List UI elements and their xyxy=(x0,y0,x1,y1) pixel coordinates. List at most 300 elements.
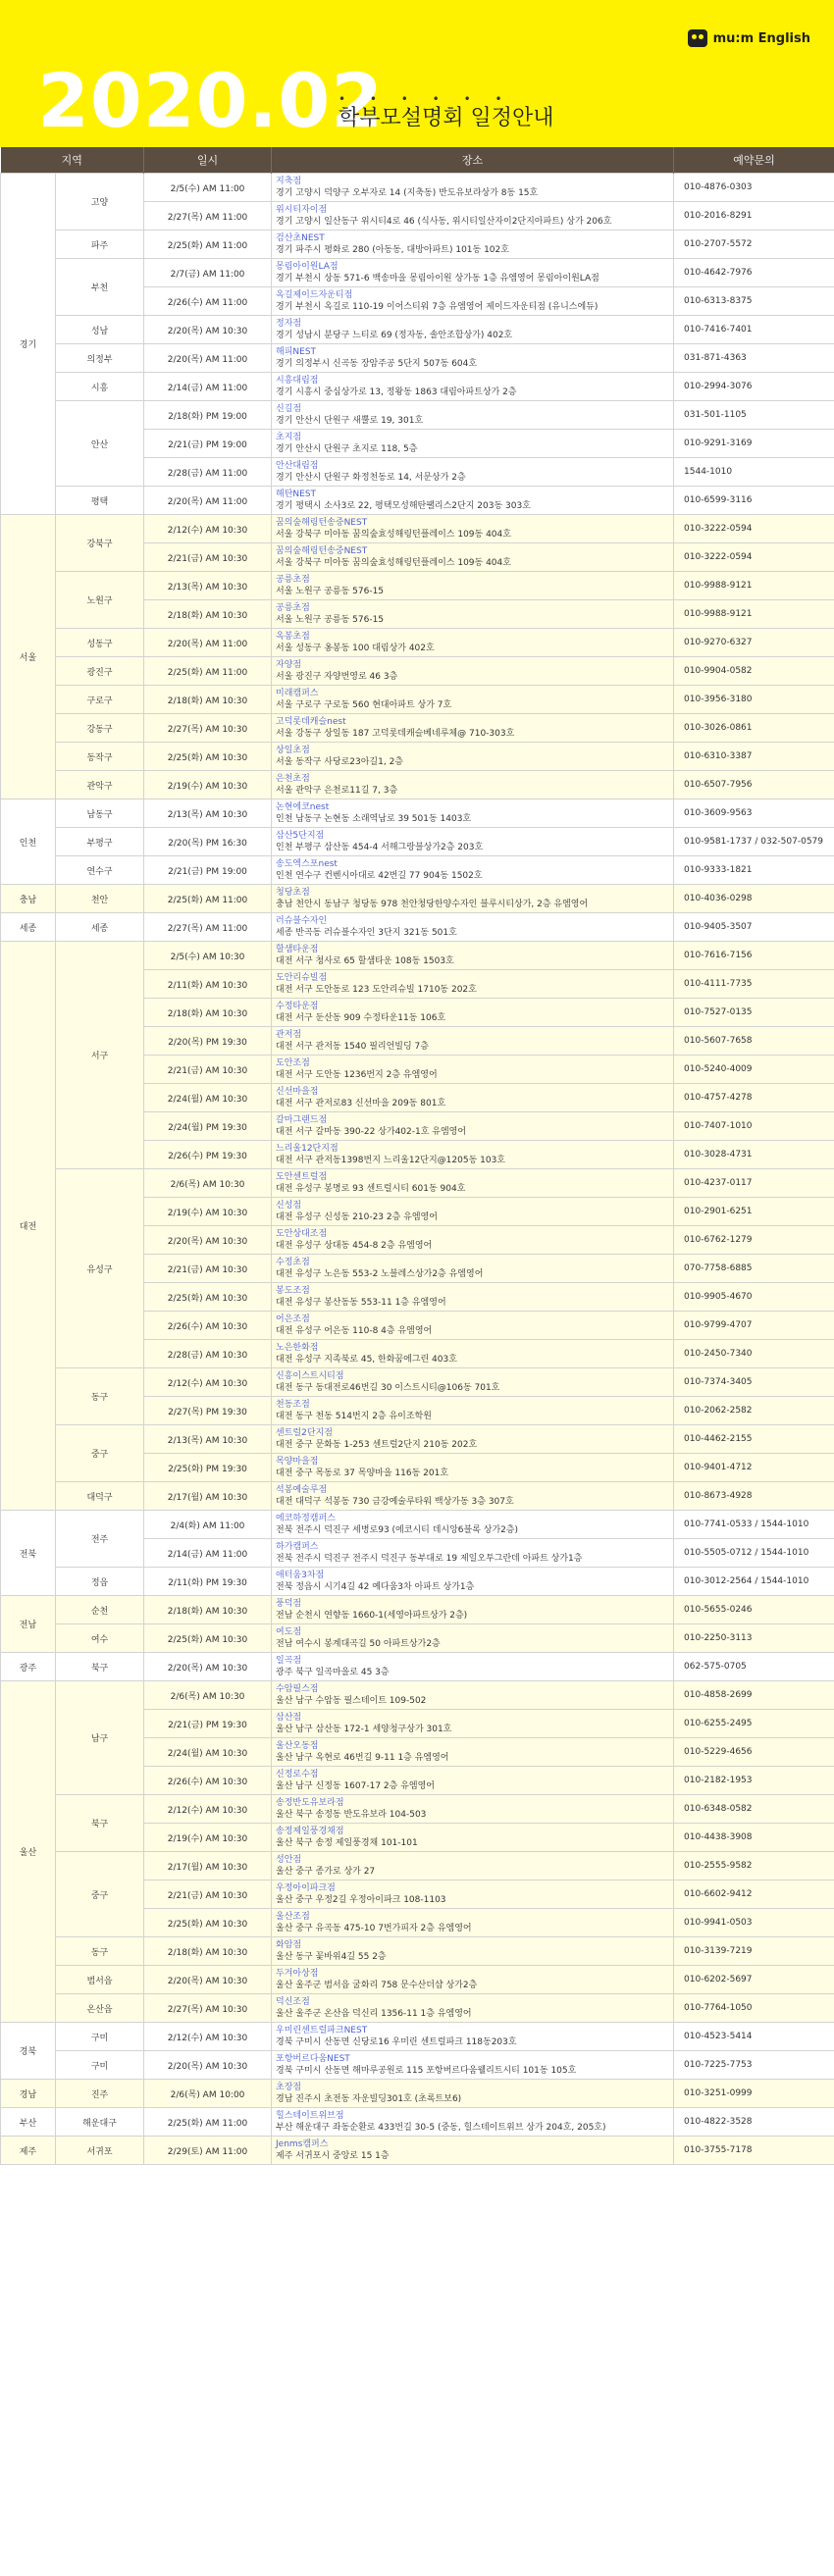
phone-cell: 010-3956-3180 xyxy=(674,686,834,714)
phone-cell: 010-4111-7735 xyxy=(674,970,834,999)
datetime-cell: 2/26(수) AM 10:30 xyxy=(144,1312,272,1340)
branch-address: 대전 서구 둔산동 909 수정타운11동 106호 xyxy=(276,1013,446,1023)
branch-address: 대전 유성구 신성동 210-23 2층 유엠영어 xyxy=(276,1212,438,1222)
branch-name-link[interactable]: 애터움3차점 xyxy=(276,1571,325,1580)
district-cell: 중구 xyxy=(56,1425,144,1482)
location-cell xyxy=(272,2023,674,2051)
branch-address: 광주 북구 일곡마을로 45 3층 xyxy=(276,1668,390,1677)
location-cell xyxy=(272,1710,674,1738)
datetime-cell: 2/19(수) AM 10:30 xyxy=(144,1824,272,1852)
phone-cell: 010-2555-9582 xyxy=(674,1852,834,1880)
datetime-cell: 2/29(토) AM 11:00 xyxy=(144,2137,272,2165)
branch-address: 경기 안산시 단원구 새뿔로 19, 301호 xyxy=(276,416,424,426)
location-cell xyxy=(272,1226,674,1255)
datetime-cell: 2/13(목) AM 10:30 xyxy=(144,572,272,600)
location-cell xyxy=(272,202,674,231)
phone-cell: 010-3139-7219 xyxy=(674,1937,834,1966)
phone-cell: 010-2707-5572 xyxy=(674,231,834,259)
branch-name-link[interactable]: 공릉초점 xyxy=(276,603,310,613)
branch-name-link[interactable]: 신선마을점 xyxy=(276,1087,319,1097)
district-cell: 안산 xyxy=(56,401,144,487)
branch-name-link[interactable]: 우미린센트럴파크NEST xyxy=(276,2026,368,2035)
location-cell xyxy=(272,1994,674,2023)
datetime-cell: 2/18(화) AM 10:30 xyxy=(144,1937,272,1966)
phone-cell: 010-7616-7156 xyxy=(674,942,834,970)
location-cell xyxy=(272,430,674,458)
table-row xyxy=(1,771,834,799)
phone-cell: 010-3026-0861 xyxy=(674,714,834,743)
phone-cell: 031-871-4363 xyxy=(674,344,834,373)
branch-name-link[interactable]: 천동조점 xyxy=(276,1400,310,1410)
table-row xyxy=(1,942,834,970)
location-cell xyxy=(272,231,674,259)
region-cell: 경북 xyxy=(1,2023,56,2080)
branch-name-link[interactable]: 옥봉초점 xyxy=(276,632,310,642)
branch-address: 대전 서구 도안동 1236번지 2층 유엠영어 xyxy=(276,1070,438,1080)
branch-name-link[interactable]: 자양점 xyxy=(276,660,302,670)
table-row xyxy=(1,856,834,885)
location-cell xyxy=(272,828,674,856)
phone-cell: 010-5505-0712 / 1544-1010 xyxy=(674,1539,834,1568)
location-cell xyxy=(272,1255,674,1283)
location-cell xyxy=(272,856,674,885)
district-cell: 의정부 xyxy=(56,344,144,373)
branch-address: 대전 중구 목동로 37 목양마을 116동 201호 xyxy=(276,1468,449,1478)
branch-name-link[interactable]: 덕신조점 xyxy=(276,1997,310,2007)
branch-address: 전남 여수시 봉계대곡길 50 아파트상가2층 xyxy=(276,1639,441,1649)
district-cell: 부평구 xyxy=(56,828,144,856)
datetime-cell: 2/17(월) AM 10:30 xyxy=(144,1482,272,1511)
datetime-cell: 2/6(목) AM 10:00 xyxy=(144,2080,272,2108)
branch-address: 경북 구미시 산동면 해마루공원로 115 포항버르다움웰리트시티 101동 105호 xyxy=(276,2066,577,2076)
datetime-cell: 2/20(목) AM 10:30 xyxy=(144,2051,272,2080)
branch-name-link[interactable]: 센트럴2단지점 xyxy=(276,1428,333,1438)
branch-name-link[interactable]: 정자점 xyxy=(276,319,302,329)
branch-name-link[interactable]: 힐스테이트위브점 xyxy=(276,2111,344,2121)
branch-name-link[interactable]: 러슈블수자인 xyxy=(276,916,328,926)
location-cell xyxy=(272,543,674,572)
branch-name-link[interactable]: 몽림아이원LA점 xyxy=(276,262,339,272)
phone-cell: 010-9291-3169 xyxy=(674,430,834,458)
branch-name-link[interactable]: 신정로수점 xyxy=(276,1770,319,1779)
datetime-cell: 2/20(목) AM 11:00 xyxy=(144,344,272,373)
table-row xyxy=(1,373,834,401)
location-cell xyxy=(272,1027,674,1056)
phone-cell: 010-6348-0582 xyxy=(674,1795,834,1824)
location-cell xyxy=(272,2051,674,2080)
table-row xyxy=(1,2137,834,2165)
table-row xyxy=(1,1653,834,1681)
branch-name-link[interactable]: 송정제일풍경채점 xyxy=(276,1827,344,1836)
branch-address: 울산 북구 송정동 반도유보라 104-503 xyxy=(276,1810,427,1820)
datetime-cell: 2/24(월) PM 19:30 xyxy=(144,1112,272,1141)
branch-name-link[interactable]: 송정반도유보라점 xyxy=(276,1798,344,1808)
page-header xyxy=(0,0,834,147)
location-cell xyxy=(272,487,674,515)
branch-name-link[interactable]: 울산오동점 xyxy=(276,1741,319,1751)
branch-address: 서울 강북구 미아동 꿈의숲효성해링턴플레이스 109동 404호 xyxy=(276,558,511,568)
branch-name-link[interactable]: 신길점 xyxy=(276,404,302,414)
branch-address: 울산 남구 삼산동 172-1 세양청구상가 301호 xyxy=(276,1725,452,1734)
branch-address: 대전 대덕구 석봉동 730 금강예술루타워 백상가동 3층 307호 xyxy=(276,1497,514,1507)
datetime-cell: 2/18(화) AM 10:30 xyxy=(144,686,272,714)
branch-name-link[interactable]: 우정아이파크점 xyxy=(276,1883,336,1893)
branch-name-link[interactable]: 송도엑스포nest xyxy=(276,859,338,869)
district-cell: 해운대구 xyxy=(56,2108,144,2137)
branch-name-link[interactable]: 초지점 xyxy=(276,433,302,442)
datetime-cell: 2/13(목) AM 10:30 xyxy=(144,799,272,828)
column-header-reservation: 예약문의 xyxy=(674,147,834,174)
branch-name-link[interactable]: 도안센트럴점 xyxy=(276,1172,328,1182)
branch-address: 울산 중구 우정2길 우정아이파크 108-1103 xyxy=(276,1895,446,1905)
table-row xyxy=(1,657,834,686)
phone-cell: 010-4642-7976 xyxy=(674,259,834,287)
phone-cell: 010-4237-0117 xyxy=(674,1169,834,1198)
table-row xyxy=(1,686,834,714)
location-cell xyxy=(272,373,674,401)
phone-cell: 010-9988-9121 xyxy=(674,600,834,629)
district-cell: 평택 xyxy=(56,487,144,515)
district-cell: 관악구 xyxy=(56,771,144,799)
branch-name-link[interactable]: 수정초점 xyxy=(276,1258,310,1267)
phone-cell: 010-9401-4712 xyxy=(674,1454,834,1482)
branch-address: 서울 노원구 공릉동 576-15 xyxy=(276,587,385,596)
datetime-cell: 2/27(목) AM 11:00 xyxy=(144,202,272,231)
table-row xyxy=(1,629,834,657)
branch-name-link[interactable]: 수암필스점 xyxy=(276,1684,319,1694)
phone-cell: 010-5655-0246 xyxy=(674,1596,834,1624)
datetime-cell: 2/28(금) AM 11:00 xyxy=(144,458,272,487)
district-cell: 서귀포 xyxy=(56,2137,144,2165)
branch-name-link[interactable]: 도안조점 xyxy=(276,1058,310,1068)
phone-cell: 010-9333-1821 xyxy=(674,856,834,885)
location-cell xyxy=(272,999,674,1027)
branch-name-link[interactable]: 해탄NEST xyxy=(276,489,317,499)
branch-address: 울산 남구 수암동 필스테이트 109-502 xyxy=(276,1696,427,1706)
datetime-cell: 2/25(화) AM 11:00 xyxy=(144,231,272,259)
branch-name-link[interactable]: 삼산점 xyxy=(276,1713,302,1723)
brand-logo[interactable] xyxy=(688,29,810,47)
phone-cell: 010-3222-0594 xyxy=(674,515,834,543)
branch-name-link[interactable]: 봉도조점 xyxy=(276,1286,310,1296)
phone-cell: 010-6310-3387 xyxy=(674,743,834,771)
district-cell: 연수구 xyxy=(56,856,144,885)
district-cell: 시흥 xyxy=(56,373,144,401)
region-cell: 대전 xyxy=(1,942,56,1511)
branch-address: 울산 울주군 범서읍 굴화리 758 문수산더샵 상가2층 xyxy=(276,1981,478,1990)
branch-name-link[interactable]: 갈마그랜드점 xyxy=(276,1115,328,1125)
datetime-cell: 2/21(금) AM 10:30 xyxy=(144,1056,272,1084)
branch-address: 경기 파주시 평화로 280 (아동동, 대방아파트) 101동 102호 xyxy=(276,245,509,255)
datetime-cell: 2/26(수) AM 10:30 xyxy=(144,1767,272,1795)
branch-address: 인천 남동구 논현동 소래역남로 39 501동 1403호 xyxy=(276,814,472,824)
datetime-cell: 2/19(수) AM 10:30 xyxy=(144,1198,272,1226)
region-cell: 광주 xyxy=(1,1653,56,1681)
branch-address: 대전 유성구 봉산동동 553-11 1층 유엠영어 xyxy=(276,1298,446,1308)
branch-address: 울산 남구 옥현로 46번길 9-11 1층 유엠영어 xyxy=(276,1753,449,1763)
branch-address: 서울 관악구 은천로11길 7, 3층 xyxy=(276,786,398,796)
datetime-cell: 2/4(화) AM 11:00 xyxy=(144,1511,272,1539)
location-cell xyxy=(272,1909,674,1937)
datetime-cell: 2/28(금) AM 10:30 xyxy=(144,1340,272,1368)
datetime-cell: 2/21(금) AM 10:30 xyxy=(144,1880,272,1909)
location-cell xyxy=(272,714,674,743)
district-cell: 구로구 xyxy=(56,686,144,714)
district-cell: 구미 xyxy=(56,2023,144,2051)
branch-name-link[interactable]: 두겨아상점 xyxy=(276,1969,319,1979)
table-row xyxy=(1,799,834,828)
branch-name-link[interactable]: Jenms캠퍼스 xyxy=(276,2139,329,2149)
location-cell xyxy=(272,1397,674,1425)
branch-address: 대전 서구 도안동로 123 도안리슈빌 1710동 202호 xyxy=(276,985,477,995)
location-cell xyxy=(272,1852,674,1880)
region-cell: 경기 xyxy=(1,174,56,515)
branch-name-link[interactable]: 미래캠퍼스 xyxy=(276,689,319,698)
table-row xyxy=(1,913,834,942)
location-cell xyxy=(272,1596,674,1624)
branch-name-link[interactable]: 고덕롯데캐슬nest xyxy=(276,717,346,727)
phone-cell: 010-5240-4009 xyxy=(674,1056,834,1084)
table-row xyxy=(1,1994,834,2023)
datetime-cell: 2/25(화) AM 10:30 xyxy=(144,1283,272,1312)
branch-name-link[interactable]: 옥길제이드자운티점 xyxy=(276,290,353,300)
location-cell xyxy=(272,316,674,344)
branch-name-link[interactable]: 도안상대조점 xyxy=(276,1229,328,1239)
district-cell: 남동구 xyxy=(56,799,144,828)
datetime-cell: 2/13(목) AM 10:30 xyxy=(144,1425,272,1454)
branch-name-link[interactable]: 도안리슈빌점 xyxy=(276,973,328,983)
datetime-cell: 2/25(화) AM 10:30 xyxy=(144,1624,272,1653)
phone-cell: 010-9904-0582 xyxy=(674,657,834,686)
district-cell: 남구 xyxy=(56,1681,144,1795)
datetime-cell: 2/11(화) AM 10:30 xyxy=(144,970,272,999)
branch-name-link[interactable]: 꿈의숲해링턴송중NEST xyxy=(276,546,368,556)
location-cell xyxy=(272,657,674,686)
region-cell: 인천 xyxy=(1,799,56,885)
branch-name-link[interactable]: 할샘타운점 xyxy=(276,945,319,954)
branch-name-link[interactable]: 신흥이스트시티점 xyxy=(276,1371,344,1381)
branch-address: 대전 서구 관저동 1540 필리언빌딩 7층 xyxy=(276,1042,429,1052)
location-cell xyxy=(272,1880,674,1909)
district-cell: 성남 xyxy=(56,316,144,344)
location-cell xyxy=(272,970,674,999)
phone-cell: 010-4757-4278 xyxy=(674,1084,834,1112)
district-cell: 북구 xyxy=(56,1653,144,1681)
branch-address: 충남 천안시 동남구 청당동 978 천안청당한양수자인 블루시티상가, 2층 유엠영어 xyxy=(276,900,589,909)
table-row xyxy=(1,1966,834,1994)
branch-name-link[interactable]: 시흥대림점 xyxy=(276,376,319,386)
branch-name-link[interactable]: 논현에코nest xyxy=(276,802,330,812)
district-cell: 성동구 xyxy=(56,629,144,657)
branch-address: 경기 평택시 소사3로 22, 평택모성해탄팰리스2단지 203동 303호 xyxy=(276,501,531,511)
datetime-cell: 2/18(화) AM 10:30 xyxy=(144,1596,272,1624)
region-cell: 울산 xyxy=(1,1681,56,2023)
branch-name-link[interactable]: 수정타운점 xyxy=(276,1002,319,1011)
phone-cell: 031-501-1105 xyxy=(674,401,834,430)
location-cell xyxy=(272,1056,674,1084)
branch-address: 경기 시흥시 중심상가로 13, 정왕동 1863 대림아파트상가 2층 xyxy=(276,387,517,397)
datetime-cell: 2/27(목) AM 11:00 xyxy=(144,913,272,942)
branch-name-link[interactable]: 성안점 xyxy=(276,1855,302,1865)
branch-address: 대전 유성구 봉명로 93 센트럴시티 601동 904호 xyxy=(276,1184,466,1194)
phone-cell: 010-7527-0135 xyxy=(674,999,834,1027)
district-cell: 대덕구 xyxy=(56,1482,144,1511)
location-cell xyxy=(272,344,674,373)
phone-cell: 010-9799-4707 xyxy=(674,1312,834,1340)
district-cell: 부천 xyxy=(56,259,144,316)
branch-name-link[interactable]: 하가캠퍼스 xyxy=(276,1542,319,1552)
table-row xyxy=(1,1937,834,1966)
branch-address: 대전 서구 관저동1398번지 느리울12단지@1205동 103호 xyxy=(276,1156,506,1165)
branch-name-link[interactable]: 울산조점 xyxy=(276,1912,310,1922)
datetime-cell: 2/21(금) AM 10:30 xyxy=(144,1255,272,1283)
datetime-cell: 2/12(수) AM 10:30 xyxy=(144,1368,272,1397)
branch-name-link[interactable]: 은천초점 xyxy=(276,774,310,784)
datetime-cell: 2/27(목) AM 10:30 xyxy=(144,1994,272,2023)
location-cell xyxy=(272,1312,674,1340)
branch-name-link[interactable]: 꿈의숲해링턴송중NEST xyxy=(276,518,368,528)
location-cell xyxy=(272,1141,674,1169)
branch-address: 경북 구미시 산동면 신당로16 우미린 센트럴파크 118동203호 xyxy=(276,2037,517,2047)
phone-cell: 010-9905-4670 xyxy=(674,1283,834,1312)
location-cell xyxy=(272,913,674,942)
location-cell xyxy=(272,515,674,543)
branch-name-link[interactable]: 화암점 xyxy=(276,1940,302,1950)
datetime-cell: 2/20(목) PM 19:30 xyxy=(144,1027,272,1056)
location-cell xyxy=(272,1169,674,1198)
location-cell xyxy=(272,1824,674,1852)
district-cell: 온산읍 xyxy=(56,1994,144,2023)
branch-address: 전북 전주시 덕진구 전주시 덕진구 동부대로 19 제일오투그란데 아파트 상가1층 xyxy=(276,1554,583,1564)
district-cell: 노원구 xyxy=(56,572,144,629)
branch-address: 전남 순천시 연향동 1660-1(세영아파트상가 2층) xyxy=(276,1611,468,1621)
table-row xyxy=(1,316,834,344)
branch-name-link[interactable]: 검산초NEST xyxy=(276,233,325,243)
datetime-cell: 2/12(수) AM 10:30 xyxy=(144,515,272,543)
phone-cell: 010-4036-0298 xyxy=(674,885,834,913)
phone-cell: 010-2994-3076 xyxy=(674,373,834,401)
branch-address: 세종 반곡동 러슈블수자인 3단지 321동 501호 xyxy=(276,928,457,938)
branch-name-link[interactable]: 어은조점 xyxy=(276,1314,310,1324)
branch-name-link[interactable]: 일곡점 xyxy=(276,1656,302,1666)
location-cell xyxy=(272,942,674,970)
phone-cell: 010-6255-2495 xyxy=(674,1710,834,1738)
datetime-cell: 2/25(화) PM 19:30 xyxy=(144,1454,272,1482)
branch-name-link[interactable]: 신성점 xyxy=(276,1201,302,1211)
branch-address: 경기 성남시 분당구 느티로 69 (정자동, 솔안조합상가) 402호 xyxy=(276,331,513,340)
location-cell xyxy=(272,600,674,629)
branch-address: 서울 강동구 상일동 187 고덕롯데캐슬베네루체@ 710-303호 xyxy=(276,729,515,739)
table-row xyxy=(1,2051,834,2080)
district-cell: 동구 xyxy=(56,1368,144,1425)
datetime-cell: 2/20(목) AM 10:30 xyxy=(144,1966,272,1994)
location-cell xyxy=(272,1795,674,1824)
table-row xyxy=(1,487,834,515)
branch-address: 대전 유성구 상대동 454-8 2층 유엠영어 xyxy=(276,1241,433,1251)
branch-name-link[interactable]: 관저점 xyxy=(276,1030,302,1040)
location-cell xyxy=(272,2080,674,2108)
branch-name-link[interactable]: 여도점 xyxy=(276,1627,302,1637)
datetime-cell: 2/20(목) PM 16:30 xyxy=(144,828,272,856)
phone-cell: 010-4858-2699 xyxy=(674,1681,834,1710)
table-row xyxy=(1,259,834,287)
location-cell xyxy=(272,2108,674,2137)
branch-name-link[interactable]: 느리울12단지점 xyxy=(276,1144,339,1154)
location-cell xyxy=(272,2137,674,2165)
mum-logo-icon xyxy=(688,29,707,47)
location-cell xyxy=(272,686,674,714)
location-cell xyxy=(272,771,674,799)
branch-name-link[interactable]: 위시티자이점 xyxy=(276,205,328,215)
location-cell xyxy=(272,1198,674,1226)
branch-name-link[interactable]: 목양마을점 xyxy=(276,1457,319,1467)
datetime-cell: 2/21(금) PM 19:30 xyxy=(144,1710,272,1738)
branch-name-link[interactable]: 포항버르다움NEST xyxy=(276,2054,350,2064)
table-row xyxy=(1,1482,834,1511)
location-cell xyxy=(272,1653,674,1681)
location-cell xyxy=(272,401,674,430)
phone-cell: 010-6602-9412 xyxy=(674,1880,834,1909)
branch-address: 대전 유성구 지족북로 45, 한화꿈에그린 403호 xyxy=(276,1355,457,1365)
column-header-datetime: 일시 xyxy=(144,147,272,174)
schedule-body xyxy=(1,174,834,2165)
branch-name-link[interactable]: 석봉예술루점 xyxy=(276,1485,328,1495)
district-cell: 파주 xyxy=(56,231,144,259)
branch-name-link[interactable]: 삼산5단지점 xyxy=(276,831,325,841)
branch-name-link[interactable]: 상일초점 xyxy=(276,746,310,755)
emphasis-dots: • • • • • • xyxy=(339,92,513,106)
branch-address: 대전 중구 문화동 1-253 센트럴2단지 210동 202호 xyxy=(276,1440,478,1450)
location-cell xyxy=(272,743,674,771)
phone-cell: 010-7374-3405 xyxy=(674,1368,834,1397)
district-cell: 광진구 xyxy=(56,657,144,686)
branch-name-link[interactable]: 공릉초점 xyxy=(276,575,310,585)
phone-cell: 010-7416-7401 xyxy=(674,316,834,344)
branch-address: 경기 고양시 덕양구 오부자로 14 (지축동) 반도유보라상가 8동 15호 xyxy=(276,188,539,198)
datetime-cell: 2/24(월) AM 10:30 xyxy=(144,1084,272,1112)
branch-address: 서울 노원구 공릉동 576-15 xyxy=(276,615,385,625)
branch-name-link[interactable]: 안산대림점 xyxy=(276,461,319,471)
datetime-cell: 2/6(목) AM 10:30 xyxy=(144,1169,272,1198)
branch-name-link[interactable]: 지축점 xyxy=(276,177,302,186)
branch-name-link[interactable]: 해피NEST xyxy=(276,347,317,357)
phone-cell: 010-3028-4731 xyxy=(674,1141,834,1169)
datetime-cell: 2/25(화) AM 10:30 xyxy=(144,743,272,771)
datetime-cell: 2/26(수) AM 11:00 xyxy=(144,287,272,316)
branch-address: 울산 북구 송정 제일풍경채 101-101 xyxy=(276,1838,418,1848)
phone-cell: 010-8673-4928 xyxy=(674,1482,834,1511)
location-cell xyxy=(272,1283,674,1312)
region-cell: 경남 xyxy=(1,2080,56,2108)
district-cell: 진주 xyxy=(56,2080,144,2108)
table-header-row xyxy=(1,147,834,174)
branch-name-link[interactable]: 청당초점 xyxy=(276,888,310,898)
datetime-cell: 2/20(목) AM 10:30 xyxy=(144,316,272,344)
branch-name-link[interactable]: 풍덕점 xyxy=(276,1599,302,1609)
datetime-cell: 2/18(화) AM 10:30 xyxy=(144,600,272,629)
datetime-cell: 2/12(수) AM 10:30 xyxy=(144,2023,272,2051)
table-row xyxy=(1,2108,834,2137)
phone-cell: 010-9988-9121 xyxy=(674,572,834,600)
branch-name-link[interactable]: 에코하정캠퍼스 xyxy=(276,1514,336,1523)
branch-address: 경기 의정부시 신곡동 장암주공 5단지 507동 604호 xyxy=(276,359,478,369)
branch-address: 울산 동구 꽃바위4길 55 2층 xyxy=(276,1952,387,1962)
branch-address: 전북 전주시 덕진구 세병로93 (에코시티 데시앙6블록 상가2층) xyxy=(276,1525,519,1535)
column-header-region: 지역 xyxy=(1,147,144,174)
branch-address: 서울 동작구 사당로23아길1, 2층 xyxy=(276,757,403,767)
branch-name-link[interactable]: 초장점 xyxy=(276,2083,302,2092)
branch-name-link[interactable]: 노은한화점 xyxy=(276,1343,319,1353)
